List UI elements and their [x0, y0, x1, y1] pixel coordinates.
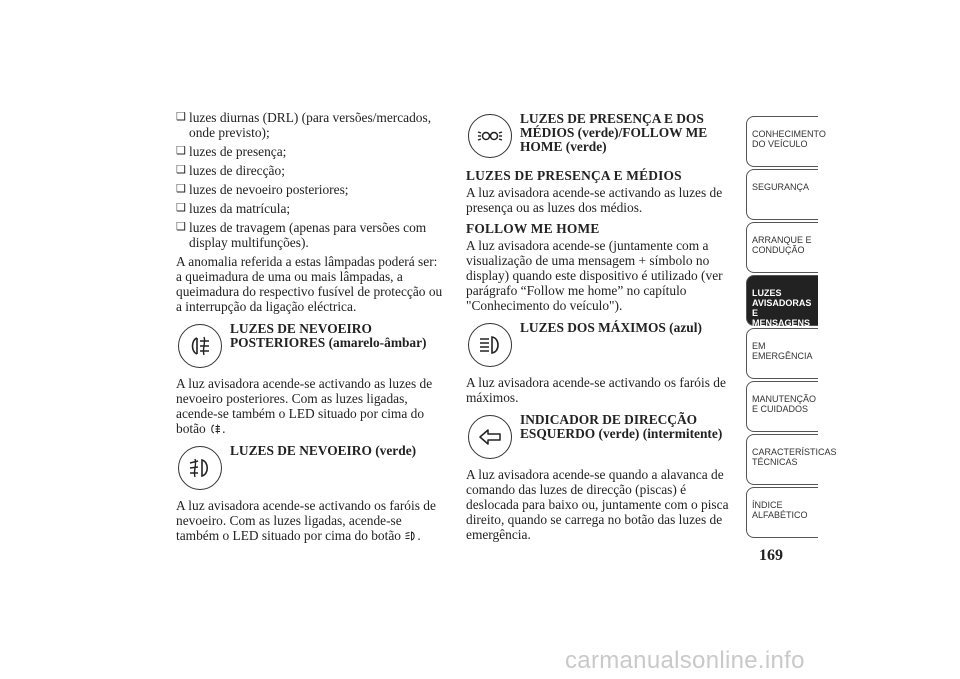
- watermark: carmanualsonline.info: [565, 647, 805, 674]
- rear-fog-button-icon: [209, 423, 222, 435]
- tab-conhecimento[interactable]: CONHECIMENTO DO VEÍCULO: [746, 116, 818, 167]
- tab-luzes-avisadoras[interactable]: LUZES AVISADORAS E MENSAGENS: [746, 275, 818, 326]
- high-beam-section: [466, 319, 738, 371]
- paragraph: A luz avisadora acende-se activando as luzes de presença ou as luzes dos médios.: [466, 185, 723, 215]
- paragraph: A luz avisadora acende-se activando os faróis de máximos.: [466, 375, 726, 405]
- position-lights-icon: [468, 114, 512, 158]
- list-item: ❑ luzes de direcção;: [176, 163, 446, 178]
- middle-column: [466, 110, 738, 548]
- rear-fog-section: [176, 320, 446, 372]
- rear-fog-title: LUZES DE NEVOEIRO POSTERIORES (amarelo-âmbar): [230, 321, 427, 350]
- tab-caracteristicas[interactable]: CARACTERÍSTICAS TÉCNICAS: [746, 434, 818, 485]
- section-heading: LUZES DE PRESENÇA E MÉDIOS: [466, 168, 682, 183]
- position-lights-section: [466, 110, 738, 162]
- front-fog-light-icon: [178, 446, 222, 490]
- tab-emergencia[interactable]: EM EMERGÊNCIA: [746, 328, 818, 379]
- high-beam-icon: [468, 323, 512, 367]
- turn-indicator-section: [466, 411, 738, 463]
- paragraph: A luz avisadora acende-se quando a alavanca de comando das luzes de direcção (piscas) é deslocada para baixo ou, juntamente com o pisca direito, quando se carrega no botão das luzes de emergência.: [466, 467, 729, 542]
- tab-manutencao[interactable]: MANUTENÇÃO E CUIDADOS: [746, 381, 818, 432]
- tab-arranque[interactable]: ARRANQUE E CONDUÇÃO: [746, 222, 818, 273]
- high-beam-title: LUZES DOS MÁXIMOS (azul): [520, 320, 702, 335]
- list-item: ❑ luzes de presença;: [176, 144, 446, 159]
- rear-fog-light-icon: [178, 324, 222, 368]
- rear-fog-text: A luz avisadora acende-se activando as luzes de nevoeiro posteriores. Com as luzes ligadas, acende-se também o LED situado por cima do botão .: [176, 376, 433, 436]
- list-item: ❑ luzes de nevoeiro posteriores;: [176, 182, 446, 197]
- front-fog-title: LUZES DE NEVOEIRO (verde): [230, 443, 417, 458]
- paragraph: A anomalia referida a estas lâmpadas poderá ser: a queimadura de uma ou mais lâmpadas, a queimadura do respectivo fusível de protecção ou a interrupção da ligação eléctrica.: [176, 254, 443, 314]
- left-turn-arrow-icon: [468, 415, 512, 459]
- paragraph: A luz avisadora acende-se (juntamente com a visualização de uma mensagem + símbolo no display) quando este dispositivo é utilizado (ver parágrafo “Follow me home” no capítulo "Conhecimento do veículo").: [466, 238, 723, 313]
- page-number: 169: [759, 547, 783, 564]
- front-fog-text: A luz avisadora acende-se activando os faróis de nevoeiro. Com as luzes ligadas, acende-se também o LED situado por cima do botão .: [176, 498, 436, 543]
- tab-indice[interactable]: ÍNDICE ALFABÉTICO: [746, 487, 818, 538]
- position-lights-title: LUZES DE PRESENÇA E DOS MÉDIOS (verde)/FOLLOW ME HOME (verde): [520, 111, 708, 154]
- list-item: ❑ luzes de travagem (apenas para versões com display multifunções).: [176, 220, 446, 250]
- front-fog-section: [176, 442, 446, 494]
- list-item: ❑ luzes diurnas (DRL) (para versões/mercados, onde previsto);: [176, 110, 446, 140]
- list-item: ❑ luzes da matrícula;: [176, 201, 446, 216]
- chapter-tabs: [746, 116, 837, 540]
- front-fog-button-icon: [404, 530, 417, 542]
- left-column: [176, 110, 446, 549]
- tab-seguranca[interactable]: SEGURANÇA: [746, 169, 818, 220]
- section-heading: FOLLOW ME HOME: [466, 221, 600, 236]
- turn-indicator-title: INDICADOR DE DIRECÇÃO ESQUERDO (verde) (intermitente): [520, 412, 723, 441]
